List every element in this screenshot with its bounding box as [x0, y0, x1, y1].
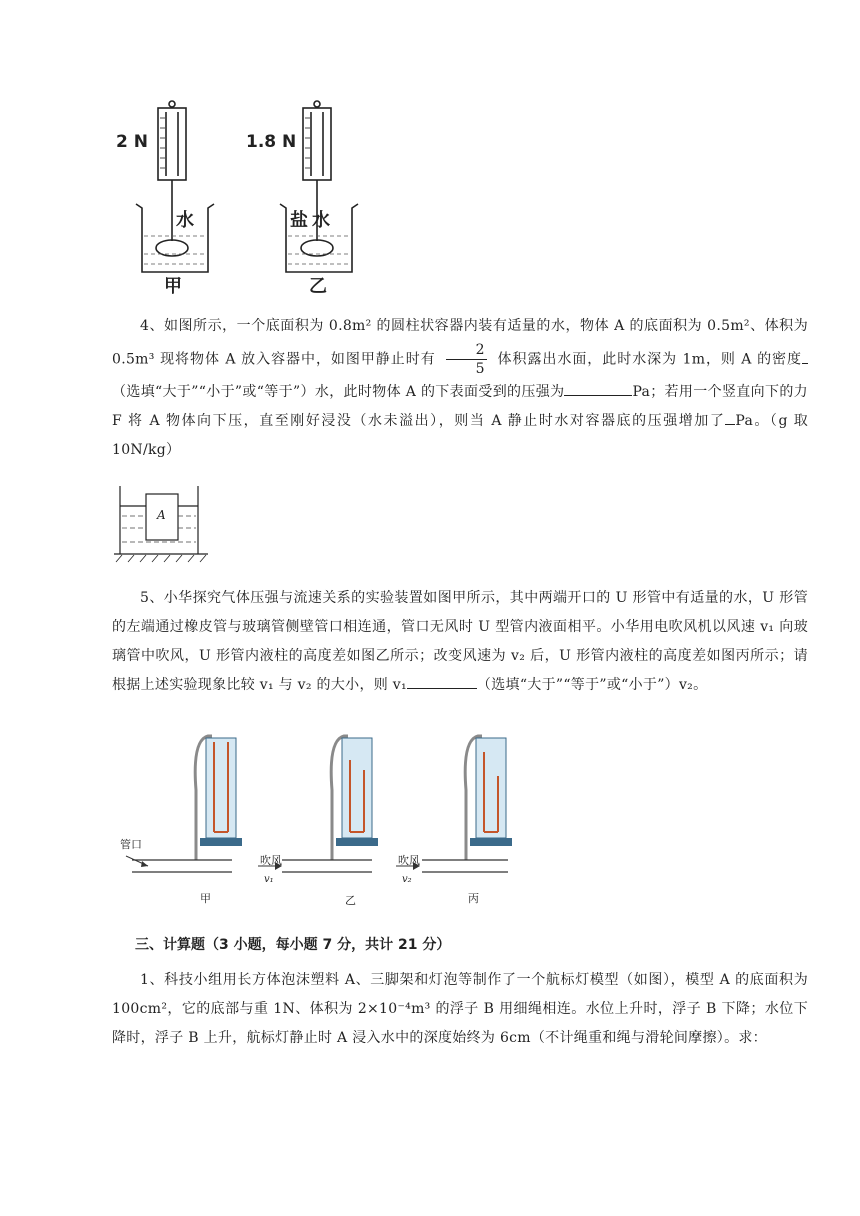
- right-liquid-label: 盐水: [290, 210, 334, 231]
- fraction-denominator: 5: [475, 361, 485, 377]
- container-figure: [112, 484, 212, 564]
- pipe-mouth-label: 管口: [120, 838, 142, 851]
- caption-bing: 丙: [468, 892, 479, 905]
- answer-blank-4[interactable]: [407, 672, 477, 689]
- q4-text-5: Pa。（g 取 10N/kg）: [112, 413, 808, 458]
- fraction-numerator: 2: [446, 341, 487, 360]
- blow-label-2: 吹风: [398, 854, 420, 867]
- question-4: [112, 312, 808, 465]
- spring-scale-figure: [112, 96, 372, 296]
- answer-blank-2[interactable]: [564, 379, 632, 396]
- calc-q1-text: 1、科技小组用长方体泡沫塑料 A、三脚架和灯泡等制作了一个航标灯模型（如图），模型 A 的底面积为 100cm²，它的底部与重 1N、体积为 2×10⁻⁴m³ 的浮子 B 用细绳相连。水位上升时，浮子 B 下降；水位下降时，浮子 B 上升，航标灯静止时 A 浸入水中的深度始终为 6cm（不计绳重和绳与滑轮间摩擦）。求：: [112, 972, 808, 1046]
- question-5: [112, 584, 808, 700]
- left-liquid-label: 水: [176, 210, 194, 231]
- q4-text-4: Pa；若用一个竖直向下的力 F 将 A 物体向下压，直至刚好浸没（水未溢出），则当 A 静止时水对容器底的压强增加了: [112, 384, 808, 429]
- caption-yi: 乙: [345, 894, 356, 907]
- left-figure-caption: 甲: [164, 276, 182, 297]
- right-figure-caption: 乙: [309, 276, 327, 297]
- blow-label-1: 吹风: [260, 854, 282, 867]
- calc-question-1: [112, 966, 808, 1053]
- q5-text-2: （选填“大于”“等于”或“小于”）v₂。: [476, 677, 708, 693]
- speed-label-2: v₂: [402, 874, 412, 885]
- right-scale-reading: 1.8 N: [246, 132, 297, 152]
- object-a-label: A: [157, 508, 166, 522]
- speed-label-1: v₁: [264, 874, 274, 885]
- q4-text-1: 4、如图所示，一个底面积为 0.8m² 的圆柱状容器内装有适量的水，物体 A 的底面积为 0.5m²、体积为 0.5m³ 现将物体 A 放入容器中，如图甲静止时有: [112, 318, 808, 368]
- q4-text-3: （选填“大于”“小于”或“等于”）水，此时物体 A 的下表面受到的压强为: [112, 384, 565, 400]
- container-diagram: [112, 484, 212, 564]
- fraction: [446, 341, 487, 378]
- left-scale-reading: 2 N: [116, 132, 148, 152]
- q4-text-2: 体积露出水面，此时水深为 1m，则 A 的密度: [496, 351, 802, 368]
- spring-scale-diagram: [112, 96, 372, 296]
- u-tube-figure: [112, 730, 532, 910]
- caption-jia: 甲: [200, 892, 211, 905]
- u-tube-diagram: [112, 730, 532, 910]
- answer-blank-1[interactable]: [802, 347, 808, 364]
- q5-text-1: 5、小华探究气体压强与流速关系的实验装置如图甲所示，其中两端开口的 U 形管中有适量的水，U 形管的左端通过橡皮管与玻璃管侧壁管口相连通，管口无风时 U 型管内液面相平。小华用电吹风机以风速 v₁ 向玻璃管中吹风，U 形管内液柱的高度差如图乙所示；改变风速为 v₂ 后，U 形管内液柱的高度差如图丙所示；请根据上述实验现象比较 v₁ 与 v₂ 的大小，则 v₁: [112, 590, 808, 693]
- section-3-heading: 三、计算题（3 小题，每小题 7 分，共计 21 分）: [135, 937, 451, 953]
- answer-blank-3[interactable]: [725, 408, 735, 425]
